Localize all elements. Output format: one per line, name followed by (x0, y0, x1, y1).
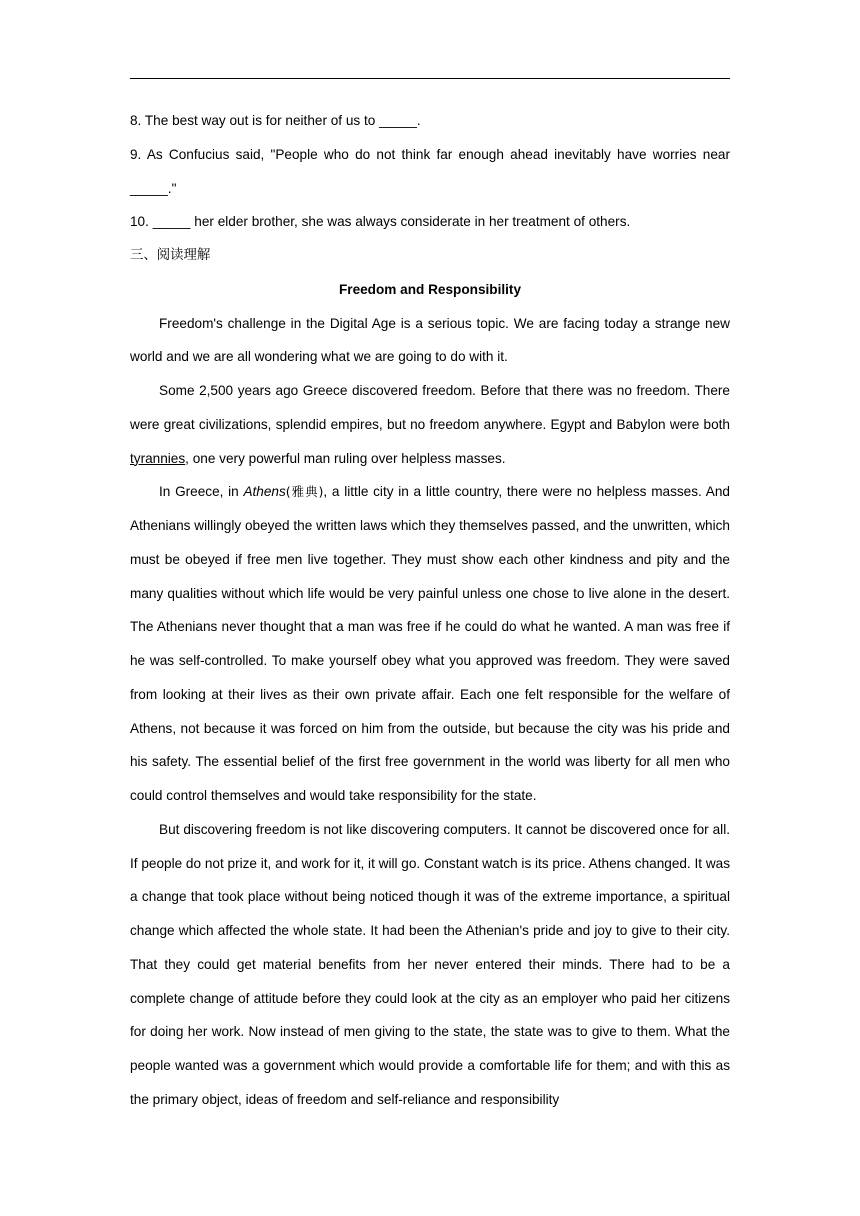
question-10 (130, 205, 730, 239)
question-text: her elder brother, she was always considerate in her treatment of others. (194, 214, 631, 230)
question-blank: _____ (152, 214, 191, 230)
question-number: 8. (130, 113, 142, 128)
passage-paragraph-2: Some 2,500 years ago Greece discovered freedom. Before that there was no freedom. There were great civilizations, splendid empires, but no freedom anywhere. Egypt and Babylon were both tyrannies, one very powerful man ruling over helpless masses. (130, 383, 730, 466)
italic-word: Athens (243, 484, 286, 500)
header-rule (130, 78, 730, 79)
passage-paragraph-3: In Greece, in Athens(雅典), a little city in a little country, there were no helpless masses. And Athenians willingly obeyed the written laws which they themselves passed, and the unwritten, which must be obeyed if free men live together. They must show each other kindness and pity and the many qualities without which life would be very painful unless one chose to live alone in the desert. The Athenians never thought that a man was free if he could do what he wanted. A man was free if he was self-controlled. To make yourself obey what you approved was freedom. They were saved from looking at their lives as their own private affair. Each one felt responsible for the welfare of Athens, not because it was forced on him from the outside, but because the city was his pride and his safety. The essential belief of the first free government in the world was liberty for all men who could control themselves and would take responsibility for the state. (130, 484, 730, 803)
question-8 (130, 104, 730, 138)
passage-paragraph-4: But discovering freedom is not like discovering computers. It cannot be discovered once for all. If people do not prize it, and work for it, it will go. Constant watch is its price. Athens changed. It was a change that took place without being noticed though it was of the extreme importance, a spiritual change which affected the whole state. It had been the Athenian's pride and joy to give to their city. That they could get material benefits from her never entered their minds. There had to be a complete change of attitude before they could look at the city as an employer who paid her citizens for doing her work. Now instead of men giving to the state, the state was to give to them. What the people wanted was a government which would provide a comfortable life for them; and with this as the primary object, ideas of freedom and self-reliance and responsibility (130, 821, 730, 1107)
question-text: As Confucius said, "People who do not think far enough ahead inevitably have worries near _____." (130, 146, 730, 196)
document-body (130, 104, 730, 1117)
question-text: The best way out is for neither of us to _____. (144, 113, 421, 128)
chinese-gloss: (雅典) (285, 484, 324, 500)
underlined-word: tyrannies (130, 450, 186, 466)
question-number: 9. (130, 146, 142, 162)
question-9 (130, 138, 730, 206)
section-heading: 三、阅读理解 (130, 248, 211, 263)
passage-paragraph-1: Freedom's challenge in the Digital Age is a serious topic. We are facing today a strange new world and we are all wondering what we are going to do with it. (130, 315, 730, 365)
passage-title: Freedom and Responsibility (338, 281, 522, 297)
question-number: 10. (130, 214, 149, 230)
